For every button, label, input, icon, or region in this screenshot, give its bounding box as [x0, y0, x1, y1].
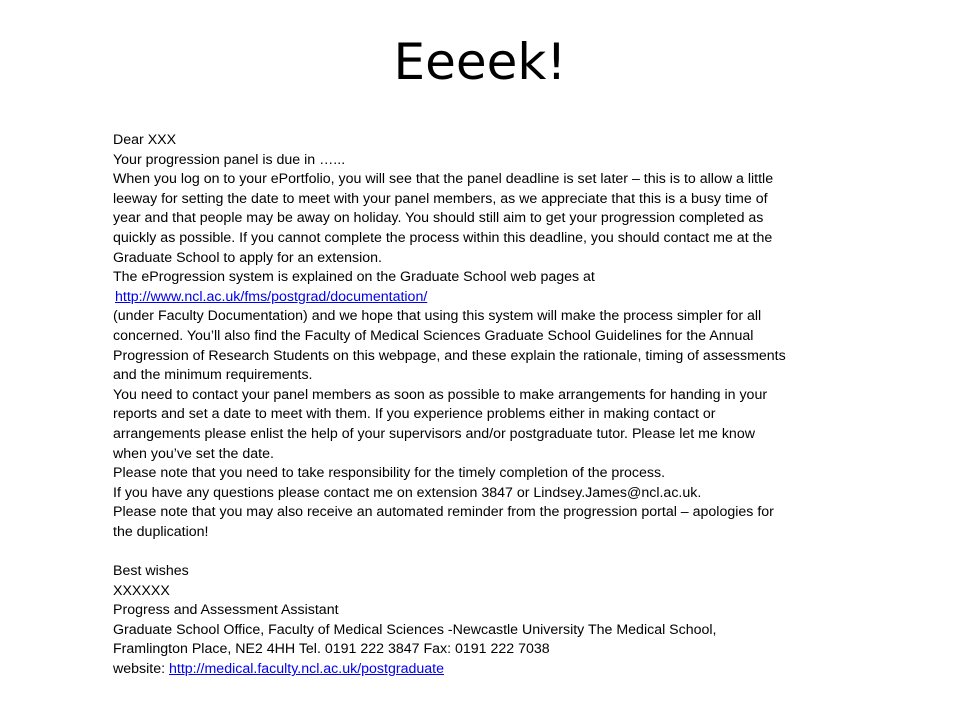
signoff: Best wishes — [113, 563, 189, 580]
paragraph-3-line: reports and set a date to meet with them. If you experience problems either in making contact or — [113, 406, 716, 423]
website-label: website: — [113, 661, 169, 678]
responsibility-line: Please note that you need to take responsibility for the timely completion of the process. — [113, 465, 666, 482]
paragraph-1-line: leeway for setting the date to meet with your panel members, as we appreciate that this is a busy time of — [113, 190, 768, 207]
paragraph-2-line: concerned. You’ll also find the Faculty of Medical Sciences Graduate School Guidelines for the Annual — [113, 327, 754, 344]
paragraph-3-line: when you’ve set the date. — [113, 445, 274, 462]
reminder-line: Please note that you may also receive an automated reminder from the progression portal – apologies for — [113, 504, 774, 521]
paragraph-1-line: Graduate School to apply for an extension. — [113, 249, 382, 266]
documentation-link[interactable]: http://www.ncl.ac.uk/fms/postgrad/documentation/ — [115, 288, 428, 305]
spacer — [113, 542, 883, 562]
website-link[interactable]: http://medical.faculty.ncl.ac.uk/postgraduate — [169, 661, 444, 678]
slide-title: Eeeek! — [393, 33, 567, 91]
paragraph-2-line: and the minimum requirements. — [113, 367, 313, 384]
paragraph-1-line: When you log on to your ePortfolio, you will see that the panel deadline is set later – this is to allow a little — [113, 171, 774, 188]
paragraph-2-intro: The eProgression system is explained on the Graduate School web pages at — [113, 269, 595, 286]
paragraph-2-line: Progression of Research Students on this webpage, and these explain the rationale, timing of assessments — [113, 347, 786, 364]
documentation-link-line — [113, 288, 883, 308]
address-line: Graduate School Office, Faculty of Medical Sciences -Newcastle University The Medical School, — [113, 621, 717, 638]
questions-line: If you have any questions please contact me on extension 3847 or Lindsey.James@ncl.ac.uk. — [113, 484, 702, 501]
letter-body — [113, 131, 883, 680]
signature-name: XXXXXX — [113, 582, 170, 599]
role-title: Progress and Assessment Assistant — [113, 602, 339, 619]
address-line: Framlington Place, NE2 4HH Tel. 0191 222 3847 Fax: 0191 222 7038 — [113, 641, 550, 658]
paragraph-3-line: You need to contact your panel members as soon as possible to make arrangements for handing in your — [113, 386, 768, 403]
paragraph-1-line: year and that people may be away on holiday. You should still aim to get your progression completed as — [113, 210, 764, 227]
paragraph-2-line: (under Faculty Documentation) and we hope that using this system will make the process simpler for all — [113, 308, 762, 325]
paragraph-3-line: arrangements please enlist the help of your supervisors and/or postgraduate tutor. Please let me know — [113, 425, 755, 442]
due-line: Your progression panel is due in …... — [113, 151, 346, 168]
website-line — [113, 660, 883, 680]
reminder-line: the duplication! — [113, 523, 209, 540]
paragraph-1-line: quickly as possible. If you cannot complete the process within this deadline, you should contact me at the — [113, 229, 773, 246]
salutation: Dear XXX — [113, 132, 177, 148]
